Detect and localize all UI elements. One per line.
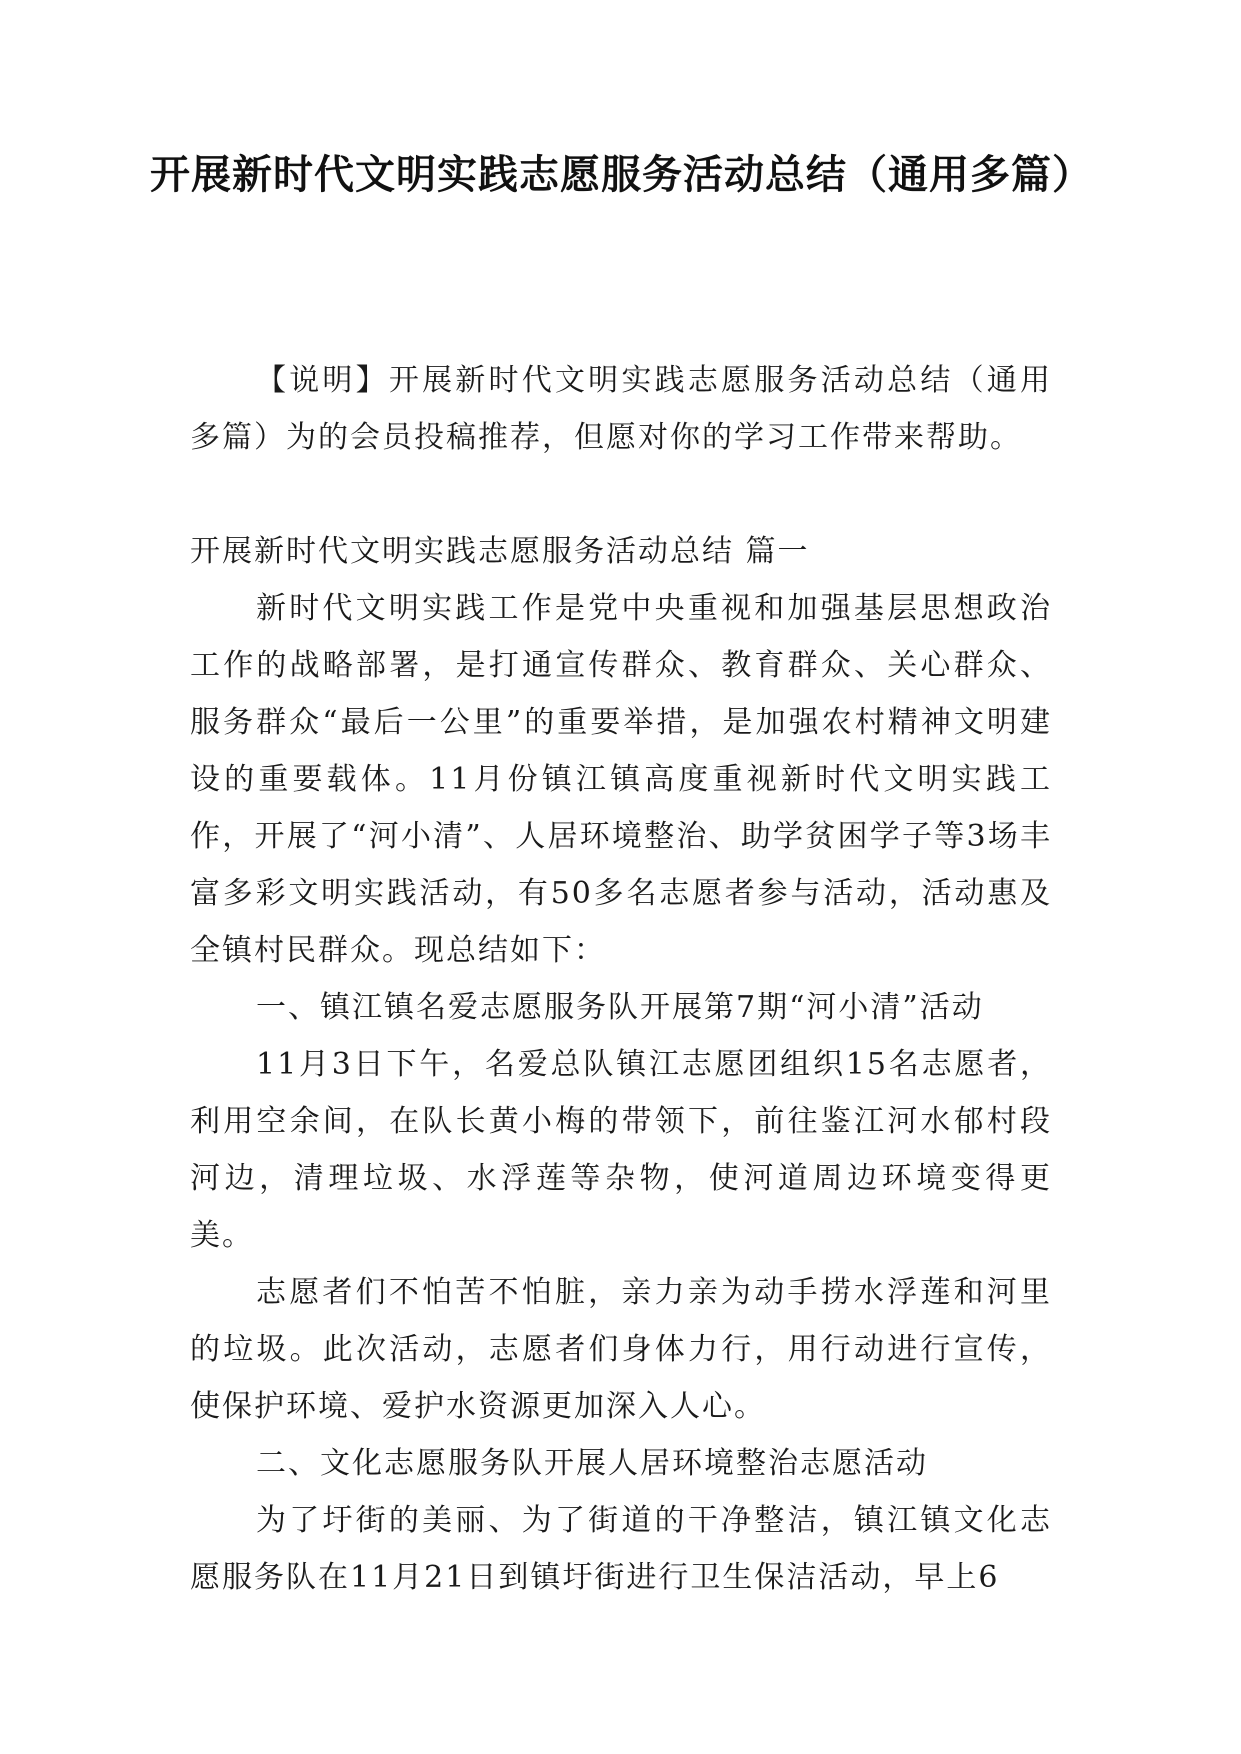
paragraph: 为了圩街的美丽、为了街道的干净整洁，镇江镇文化志愿服务队在11月21日到镇圩街进行卫生保洁活动，早上6 (190, 1503, 1052, 1595)
paragraph: 新时代文明实践工作是党中央重视和加强基层思想政治工作的战略部署，是打通宣传群众、教育群众、关心群众、服务群众“最后一公里”的重要举措，是加强农村精神文明建设的重要载体。11月份镇江镇高度重视新时代文明实践工作，开展了“河小清”、人居环境整治、助学贫困学子等3场丰富多彩文明实践活动，有50多名志愿者参与活动，活动惠及全镇村民群众。现总结如下： (190, 591, 1052, 968)
subsection-heading: 一、镇江镇名爱志愿服务队开展第7期“河小清”活动 (256, 990, 984, 1025)
section-heading: 开展新时代文明实践志愿服务活动总结 篇一 (190, 534, 810, 569)
document-content (190, 523, 1052, 1606)
document-title: 开展新时代文明实践志愿服务活动总结（通用多篇） (150, 151, 1093, 198)
paragraph: 志愿者们不怕苦不怕脏，亲力亲为动手捞水浮莲和河里的垃圾。此次活动，志愿者们身体力行，用行动进行宣传，使保护环境、爱护水资源更加深入人心。 (190, 1275, 1052, 1424)
subsection-heading: 二、文化志愿服务队开展人居环境整治志愿活动 (256, 1446, 928, 1481)
document-note: 【说明】开展新时代文明实践志愿服务活动总结（通用多篇）为的会员投稿推荐，但愿对你的学习工作带来帮助。 (190, 363, 1052, 455)
paragraph: 11月3日下午，名爱总队镇江志愿团组织15名志愿者，利用空余间，在队长黄小梅的带领下，前往鉴江河水郁村段河边，清理垃圾、水浮莲等杂物，使河道周边环境变得更美。 (190, 1047, 1052, 1253)
